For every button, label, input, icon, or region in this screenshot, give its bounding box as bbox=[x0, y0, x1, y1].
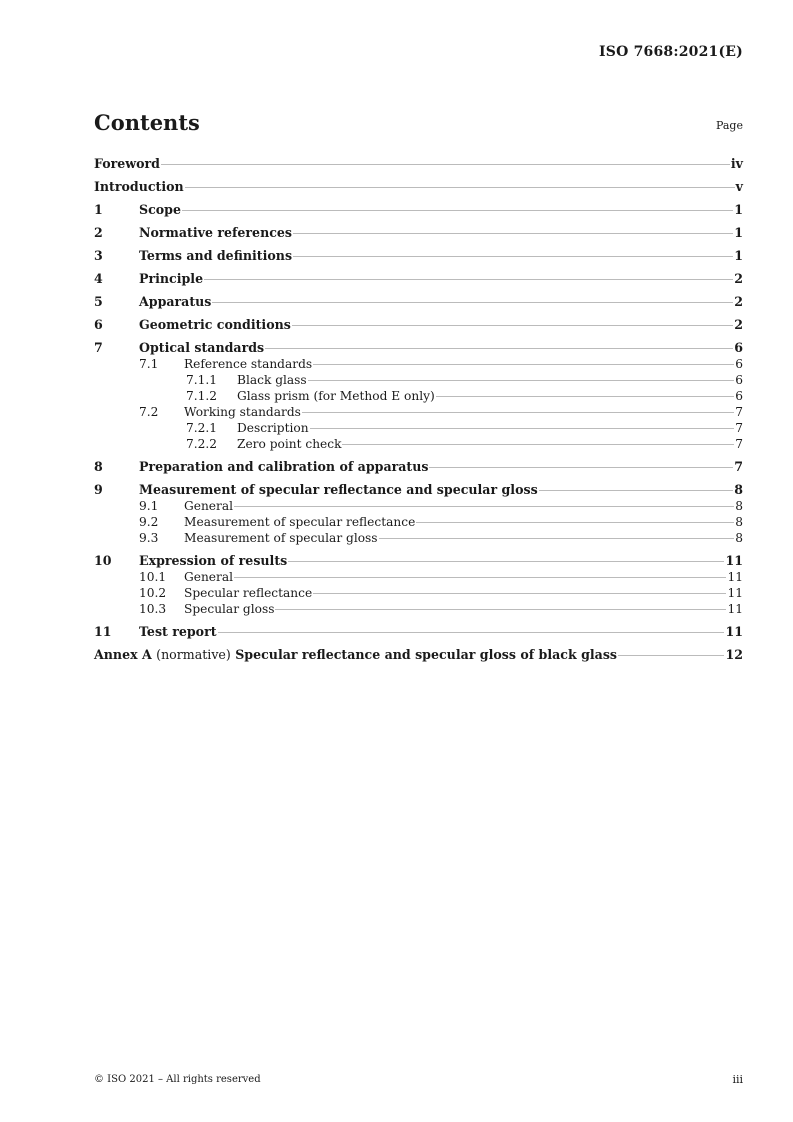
toc-entry[interactable] bbox=[94, 479, 743, 498]
toc-entry[interactable] bbox=[94, 356, 743, 372]
dot-leader bbox=[218, 632, 725, 633]
dot-leader bbox=[204, 279, 733, 280]
toc-entry-page: 11 bbox=[727, 602, 743, 616]
toc-entry-page: 11 bbox=[725, 624, 743, 639]
toc-entry-number: 9.2 bbox=[139, 515, 159, 529]
toc-entry-page: iv bbox=[730, 156, 743, 171]
toc-entry-number: 1 bbox=[94, 202, 103, 217]
toc-entry-page: 1 bbox=[734, 225, 743, 240]
toc-entry-title: Measurement of specular reflectance bbox=[184, 515, 416, 529]
toc-entry[interactable] bbox=[94, 404, 743, 420]
toc-entry[interactable] bbox=[94, 176, 743, 199]
toc-entry-number: 3 bbox=[94, 248, 103, 263]
toc-entry-title: Principle bbox=[139, 271, 204, 286]
toc-entry-number: 7.2 bbox=[139, 405, 159, 419]
toc-entry-page: 7 bbox=[735, 421, 743, 435]
toc-entry-page: 7 bbox=[735, 405, 743, 419]
toc-entry-title: Zero point check bbox=[237, 437, 342, 451]
toc-entry-title: Description bbox=[237, 421, 309, 435]
dot-leader bbox=[436, 396, 734, 397]
dot-leader bbox=[234, 506, 734, 507]
toc-entry-page: 8 bbox=[735, 499, 743, 513]
toc-entry-page: 8 bbox=[734, 482, 743, 497]
toc-entry-number: 10.2 bbox=[139, 586, 167, 600]
dot-leader bbox=[379, 538, 735, 539]
annex-qualifier: (normative) bbox=[156, 647, 231, 662]
toc-entry[interactable] bbox=[94, 314, 743, 337]
dot-leader bbox=[212, 302, 733, 303]
dot-leader bbox=[182, 210, 733, 211]
toc-entry-page: v bbox=[735, 179, 743, 194]
toc-entry-title: Introduction bbox=[94, 179, 184, 194]
toc-entry-title: Geometric conditions bbox=[139, 317, 291, 332]
toc-entry[interactable] bbox=[94, 420, 743, 436]
dot-leader bbox=[618, 655, 724, 656]
toc-entry-number: 4 bbox=[94, 271, 103, 286]
toc-entry-title: Expression of results bbox=[139, 553, 288, 568]
toc-entry-title: Apparatus bbox=[139, 294, 212, 309]
dot-leader bbox=[185, 187, 735, 188]
toc-entry-title: Glass prism (for Method E only) bbox=[237, 389, 435, 403]
toc-entry[interactable] bbox=[94, 530, 743, 550]
toc-entry-number: 7.2.1 bbox=[186, 421, 218, 435]
toc-entry-page: 2 bbox=[734, 317, 743, 332]
toc-entry[interactable] bbox=[94, 291, 743, 314]
toc-entry-annex[interactable] bbox=[94, 644, 743, 667]
toc-entry-number: 10.1 bbox=[139, 570, 167, 584]
toc-entry-number: 9.1 bbox=[139, 499, 159, 513]
toc-entry-page: 2 bbox=[734, 294, 743, 309]
toc-entry[interactable] bbox=[94, 514, 743, 530]
toc-entry-page: 1 bbox=[734, 248, 743, 263]
dot-leader bbox=[293, 256, 733, 257]
toc-entry[interactable] bbox=[94, 222, 743, 245]
toc-entry-title: Measurement of specular gloss bbox=[184, 531, 378, 545]
toc-entry-page: 11 bbox=[727, 570, 743, 584]
toc-entry[interactable] bbox=[94, 245, 743, 268]
toc-entry[interactable] bbox=[94, 436, 743, 456]
toc-entry-page: 11 bbox=[725, 553, 743, 568]
dot-leader bbox=[275, 609, 726, 610]
toc-entry[interactable] bbox=[94, 153, 743, 176]
toc-entry-page: 6 bbox=[735, 389, 743, 403]
toc-entry-number: 9 bbox=[94, 482, 103, 497]
toc-entry-title: General bbox=[184, 499, 233, 513]
page-column-label: Page bbox=[715, 119, 743, 132]
toc-entry[interactable] bbox=[94, 601, 743, 621]
toc-entry-title: Black glass bbox=[237, 373, 307, 387]
dot-leader bbox=[308, 380, 735, 381]
toc-entry-number: 7.2.2 bbox=[186, 437, 218, 451]
toc-entry-number: 10.3 bbox=[139, 602, 167, 616]
toc-entry-title: Scope bbox=[139, 202, 181, 217]
toc-entry-number: 11 bbox=[94, 624, 112, 639]
toc-entry-page: 2 bbox=[734, 271, 743, 286]
toc-entry-number: 2 bbox=[94, 225, 103, 240]
toc-entry-title: Working standards bbox=[184, 405, 301, 419]
toc-entry-title: Test report bbox=[139, 624, 217, 639]
toc-entry-page: 12 bbox=[725, 647, 743, 662]
toc-entry-number: 7.1.2 bbox=[186, 389, 218, 403]
page-number: iii bbox=[732, 1073, 743, 1086]
dot-leader bbox=[313, 364, 734, 365]
dot-leader bbox=[342, 444, 734, 445]
dot-leader bbox=[416, 522, 734, 523]
toc-entry-page: 7 bbox=[735, 437, 743, 451]
toc-entry-title: Optical standards bbox=[139, 340, 265, 355]
dot-leader bbox=[313, 593, 726, 594]
toc-entry-number: 5 bbox=[94, 294, 103, 309]
dot-leader bbox=[265, 348, 733, 349]
document-id: ISO 7668:2021(E) bbox=[599, 44, 743, 60]
toc-entry-number: 9.3 bbox=[139, 531, 159, 545]
toc-entry-number: 8 bbox=[94, 459, 103, 474]
toc-entry[interactable] bbox=[94, 388, 743, 404]
toc-entry-title: Specular gloss bbox=[184, 602, 275, 616]
toc-entry[interactable] bbox=[94, 569, 743, 585]
toc-entry-title: Normative references bbox=[139, 225, 293, 240]
toc-entry[interactable] bbox=[94, 372, 743, 388]
toc-entry-page: 6 bbox=[735, 373, 743, 387]
toc-entry-title: General bbox=[184, 570, 233, 584]
toc-entry[interactable] bbox=[94, 199, 743, 222]
toc-entry-number: 10 bbox=[94, 553, 112, 568]
toc-entry[interactable] bbox=[94, 337, 743, 356]
dot-leader bbox=[161, 164, 730, 165]
toc-entry-page: 1 bbox=[734, 202, 743, 217]
toc-entry-page: 6 bbox=[734, 340, 743, 355]
dot-leader bbox=[302, 412, 734, 413]
toc-entry[interactable] bbox=[94, 585, 743, 601]
toc-entry-page: 8 bbox=[735, 515, 743, 529]
toc-entry[interactable] bbox=[94, 268, 743, 291]
toc-entry[interactable] bbox=[94, 456, 743, 479]
toc-entry-title: Measurement of specular reflectance and specular gloss bbox=[139, 482, 538, 497]
toc-entry-page: 6 bbox=[735, 357, 743, 371]
toc-entry-number: 6 bbox=[94, 317, 103, 332]
dot-leader bbox=[288, 561, 724, 562]
toc-entry-number: 7.1.1 bbox=[186, 373, 218, 387]
toc-entry-title: Terms and definitions bbox=[139, 248, 293, 263]
toc-entry[interactable] bbox=[94, 621, 743, 644]
toc-entry-page: 11 bbox=[727, 586, 743, 600]
copyright-notice: © ISO 2021 – All rights reserved bbox=[94, 1074, 261, 1085]
annex-label: Annex A bbox=[94, 647, 152, 662]
toc-entry-title: Foreword bbox=[94, 156, 160, 171]
dot-leader bbox=[293, 233, 733, 234]
dot-leader bbox=[292, 325, 733, 326]
toc-entry-title: Specular reflectance bbox=[184, 586, 313, 600]
annex-title: Specular reflectance and specular gloss of black glass bbox=[235, 647, 618, 662]
contents-heading: Contents bbox=[94, 110, 200, 135]
table-of-contents bbox=[94, 153, 743, 667]
toc-entry-number: 7 bbox=[94, 340, 103, 355]
dot-leader bbox=[539, 490, 734, 491]
toc-entry[interactable] bbox=[94, 498, 743, 514]
dot-leader bbox=[310, 428, 735, 429]
dot-leader bbox=[234, 577, 726, 578]
toc-entry-title: Preparation and calibration of apparatus bbox=[139, 459, 429, 474]
dot-leader bbox=[429, 467, 733, 468]
toc-entry-page: 7 bbox=[734, 459, 743, 474]
toc-entry-number: 7.1 bbox=[139, 357, 159, 371]
toc-entry[interactable] bbox=[94, 550, 743, 569]
toc-entry-page: 8 bbox=[735, 531, 743, 545]
toc-entry-title: Reference standards bbox=[184, 357, 313, 371]
